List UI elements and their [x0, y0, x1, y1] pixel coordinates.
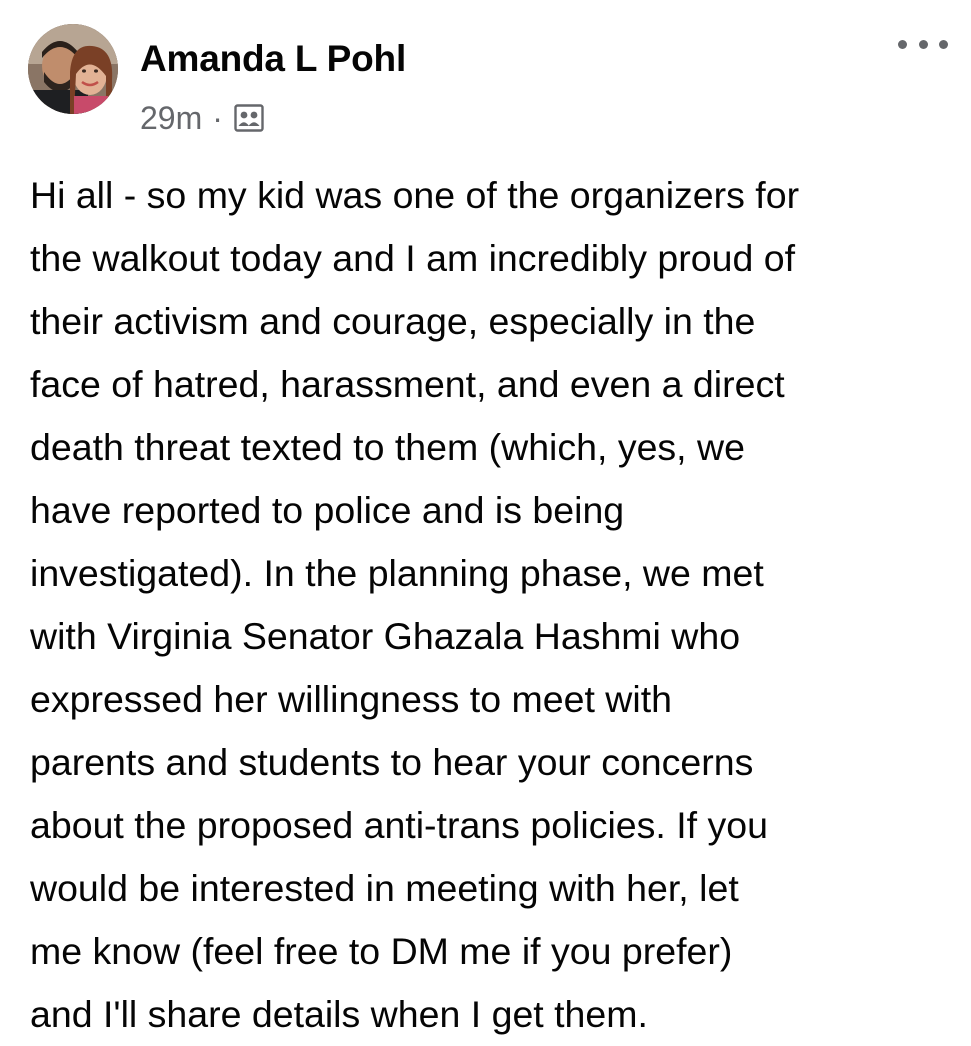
post-body-line: death threat texted to them (which, yes, we: [30, 426, 745, 468]
post-body-line: have reported to police and is being: [30, 489, 625, 531]
post-body-line: the walkout today and I am incredibly proud of: [30, 237, 796, 279]
post-body-line: face of hatred, harassment, and even a direct: [30, 363, 785, 405]
post-body-line: their activism and courage, especially in the: [30, 300, 756, 342]
group-members-icon[interactable]: [233, 102, 265, 134]
post-body-line: and I'll share details when I get them.: [30, 993, 648, 1035]
post-meta: [140, 98, 265, 138]
meta-separator: ·: [212, 99, 223, 136]
post-body-line: would be interested in meeting with her, let: [30, 867, 739, 909]
ellipsis-dot: [919, 40, 928, 49]
profile-photo-avatar: [28, 24, 118, 114]
post-body-line: expressed her willingness to meet with: [30, 678, 672, 720]
post-body-line: investigated). In the planning phase, we met: [30, 552, 764, 594]
post-body-line: parents and students to hear your concerns: [30, 741, 754, 783]
post-body-line: with Virginia Senator Ghazala Hashmi who: [30, 615, 741, 657]
post-body-line: Hi all - so my kid was one of the organizers for: [30, 174, 800, 216]
post-body-text: [30, 164, 950, 1046]
post-body-line: me know (feel free to DM me if you prefer): [30, 930, 733, 972]
author-name[interactable]: Amanda L Pohl: [140, 38, 407, 79]
ellipsis-dot: [939, 40, 948, 49]
author-avatar[interactable]: [28, 24, 118, 114]
more-options-ellipsis-icon[interactable]: [898, 30, 948, 58]
ellipsis-dot: [898, 40, 907, 49]
post-body-line: about the proposed anti-trans policies. If you: [30, 804, 768, 846]
post-timestamp[interactable]: 29m: [140, 99, 203, 136]
